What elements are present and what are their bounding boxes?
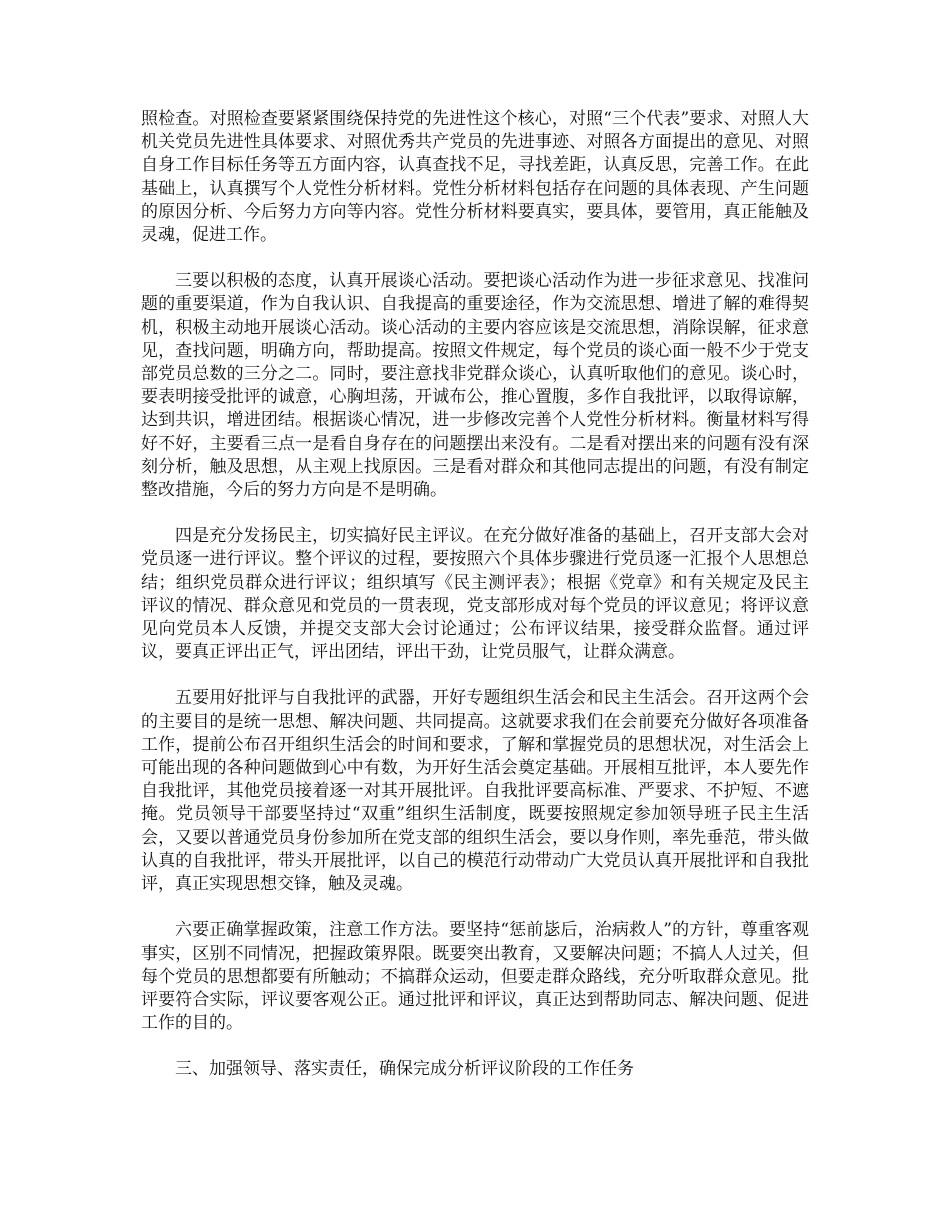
paragraph-self-check: 照检查。对照检查要紧紧围绕保持党的先进性这个核心，对照“三个代表”要求、对照人大机关党员先进性具体要求、对照优秀共产党员的先进事迹、对照各方面提出的意见、对照自身工作目标任务等五方面内容，认真查找不足，寻找差距，认真反思，完善工作。在此基础上，认真撰写个人党性分析材料。党性分析材料包括存在问题的具体表现、产生问题的原因分析、今后努力方向等内容。党性分析材料要真实，要具体，要管用，真正能触及灵魂，促进工作。: [141, 109, 809, 246]
document-body: [141, 108, 809, 1105]
paragraph-heart-to-heart-talks: 三要以积极的态度，认真开展谈心活动。要把谈心活动作为进一步征求意见、找准问题的重要渠道，作为自我认识、自我提高的重要途径，作为交流思想、增进了解的难得契机，积极主动地开展谈心活动。谈心活动的主要内容应该是交流思想，消除误解，征求意见，查找问题，明确方向，帮助提高。按照文件规定，每个党员的谈心面一般不少于党支部党员总数的三分之二。同时，要注意找非党群众谈心，认真听取他们的意见。谈心时，要表明接受批评的诚意，心胸坦荡，开诚布公，推心置腹，多作自我批评，以取得谅解，达到共识，增进团结。根据谈心情况，进一步修改完善个人党性分析材料。衡量材料写得好不好，主要看三点一是看自身存在的问题摆出来没有。二是看对摆出来的问题有没有深刻分析，触及思想，从主观上找原因。三是看对群众和其他同志提出的问题，有没有制定整改措施，今后的努力方向是不是明确。: [141, 271, 809, 501]
section-heading-three: 三、加强领导、落实责任，确保完成分析评议阶段的工作任务: [175, 1059, 634, 1080]
paragraph-policy-methods: 六要正确掌握政策，注意工作方法。要坚持“惩前毖后，治病救人”的方针，尊重客观事实，区别不同情况，把握政策界限。既要突出教育，又要解决问题；不搞人人过关，但每个党员的思想都要有所触动；不搞群众运动，但要走群众路线，充分听取群众意见。批评要符合实际，评议要客观公正。通过批评和评议，真正达到帮助同志、解决问题、促进工作的目的。: [141, 920, 809, 1034]
paragraph-criticism-self-criticism: 五要用好批评与自我批评的武器，开好专题组织生活会和民主生活会。召开这两个会的主要目的是统一思想、解决问题、共同提高。这就要求我们在会前要充分做好各项准备工作，提前公布召开组织生活会的时间和要求，了解和掌握党员的思想状况，对生活会上可能出现的各种问题做到心中有数，为开好生活会奠定基础。开展相互批评，本人要先作自我批评，其他党员接着逐一对其开展批评。自我批评要高标准、严要求、不护短、不遮掩。党员领导干部要坚持过“双重”组织生活制度，既要按照规定参加领导班子民主生活会，又要以普通党员身份参加所在党支部的组织生活会，要以身作则，率先垂范，带头做认真的自我批评，带头开展批评，以自己的模范行动带动广大党员认真开展批评和自我批评，真正实现思想交锋，触及灵魂。: [141, 688, 809, 895]
paragraph-democratic-appraisal: 四是充分发扬民主，切实搞好民主评议。在充分做好准备的基础上，召开支部大会对党员逐一进行评议。整个评议的过程，要按照六个具体步骤进行党员逐一汇报个人思想总结；组织党员群众进行评议；组织填写《民主测评表》；根据《党章》和有关规定及民主评议的情况、群众意见和党员的一贯表现，党支部形成对每个党员的评议意见；将评议意见向党员本人反馈，并提交支部大会讨论通过；公布评议结果，接受群众监督。通过评议，要真正评出正气，评出团结，评出干劲，让党员服气，让群众满意。: [141, 526, 809, 663]
